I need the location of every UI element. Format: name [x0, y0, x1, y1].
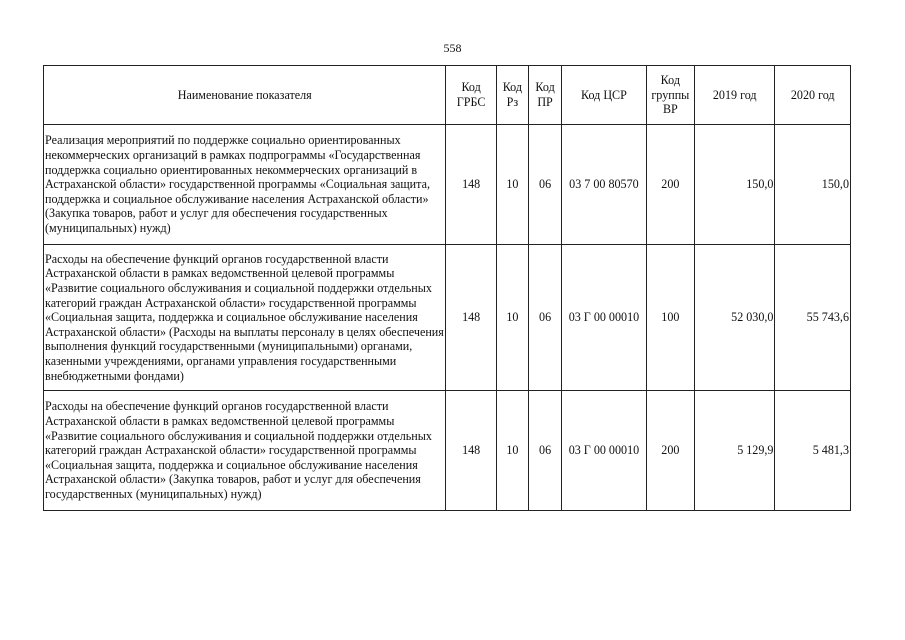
row-csr: 03 Г 00 00010: [562, 391, 647, 511]
row-rz: 10: [496, 125, 528, 245]
row-vr: 200: [646, 391, 694, 511]
row-csr: 03 7 00 80570: [562, 125, 647, 245]
header-rz: Код Рз: [496, 66, 528, 125]
header-2020: 2020 год: [775, 66, 851, 125]
row-pr: 06: [528, 245, 561, 391]
header-csr: Код ЦСР: [562, 66, 647, 125]
page-number: 558: [443, 41, 462, 55]
row-2019: 150,0: [694, 125, 774, 245]
row-name: Расходы на обеспечение функций органов государственной власти Астраханской области в рамках ведомственной целевой программы «Развитие социального обслуживания и социальной поддержки отдельных категорий граждан Астраханской области» государственной программы «Социальная защита, поддержка и социальное обслуживание населения Астраханской области» (Закупка товаров, работ и услуг для обеспечения государственных (муниципальных) нужд): [44, 391, 446, 511]
budget-table: [43, 65, 851, 511]
table-row: [44, 245, 851, 391]
row-grbs: 148: [446, 391, 496, 511]
row-vr: 200: [646, 125, 694, 245]
header-pr: Код ПР: [528, 66, 561, 125]
row-vr: 100: [646, 245, 694, 391]
header-grbs: Код ГРБС: [446, 66, 496, 125]
row-2020: 5 481,3: [775, 391, 851, 511]
header-name: Наименование показателя: [44, 66, 446, 125]
row-2020: 150,0: [775, 125, 851, 245]
row-2019: 52 030,0: [694, 245, 774, 391]
row-pr: 06: [528, 125, 561, 245]
header-2019: 2019 год: [694, 66, 774, 125]
table-header-row: [44, 66, 851, 125]
row-2019: 5 129,9: [694, 391, 774, 511]
row-grbs: 148: [446, 125, 496, 245]
row-pr: 06: [528, 391, 561, 511]
row-name: Расходы на обеспечение функций органов государственной власти Астраханской области в рамках ведомственной целевой программы «Развитие социального обслуживания и социальной поддержки отдельных категорий граждан Астраханской области» государственной программы «Социальная защита, поддержка и социальное обслуживание населения Астраханской области» (Расходы на выплаты персоналу в целях обеспечения выполнения функций государственными (муниципальными) органами, казенными учреждениями, органами управления государственными внебюджетными фондами): [44, 245, 446, 391]
row-csr: 03 Г 00 00010: [562, 245, 647, 391]
table-row: [44, 125, 851, 245]
row-grbs: 148: [446, 245, 496, 391]
row-rz: 10: [496, 245, 528, 391]
row-name: Реализация мероприятий по поддержке социально ориентированных некоммерческих организаций в рамках подпрограммы «Государственная поддержка социально ориентированных некоммерческих организаций в Астраханской области» государственной программы «Социальная защита, поддержка и социальное обслуживание населения Астраханской области» (Закупка товаров, работ и услуг для обеспечения государственных (муниципальных) нужд): [44, 125, 446, 245]
header-vr: Код группы ВР: [646, 66, 694, 125]
row-rz: 10: [496, 391, 528, 511]
row-2020: 55 743,6: [775, 245, 851, 391]
table-row: [44, 391, 851, 511]
